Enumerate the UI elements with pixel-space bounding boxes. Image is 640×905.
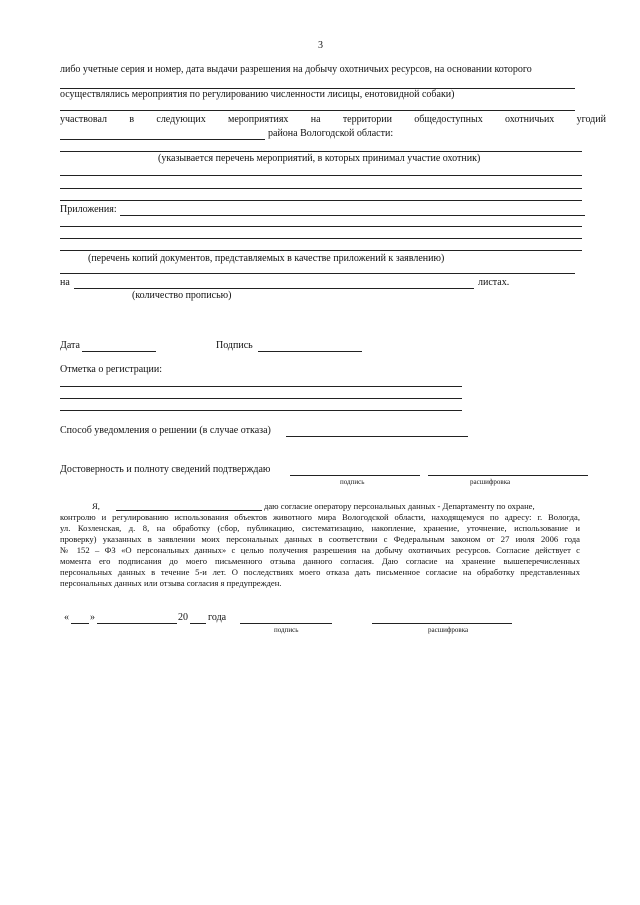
confirm-decode-field[interactable] — [428, 464, 588, 476]
consent-ya: Я, — [92, 501, 100, 511]
events-line-4 — [60, 200, 582, 201]
district-field[interactable] — [60, 128, 265, 140]
date-field[interactable] — [82, 340, 156, 352]
events-line-2 — [60, 175, 582, 176]
registration-line-2 — [60, 398, 462, 399]
hint-count: (количество прописью) — [132, 290, 232, 301]
word: на — [310, 114, 321, 125]
decode-caption: расшифровка — [470, 478, 511, 486]
attachments-field[interactable] — [120, 204, 585, 216]
line-activities-text: осуществлялись мероприятия по регулированию численности лисицы, енотовидной собаки) — [60, 89, 455, 100]
consent-last-line: персональных данных или отзыва согласия я предупрежден. — [60, 578, 282, 588]
sheets-count-field[interactable] — [74, 277, 474, 289]
word: общедоступных — [414, 114, 483, 125]
footer-decode-field[interactable] — [372, 612, 512, 624]
notify-field[interactable] — [286, 425, 468, 437]
events-line-3 — [60, 188, 582, 189]
consent-line: контролю и регулированию использования объектов животного мира Вологодской области, находящемуся по адресу: г. Вологда, — [60, 512, 580, 522]
hint-events: (указывается перечень мероприятий, в которых принимал участие охотник) — [158, 153, 481, 164]
word: в — [129, 114, 135, 125]
word: угодий — [576, 114, 606, 125]
word: участвовал — [60, 114, 108, 125]
footer-decode-caption: расшифровка — [428, 626, 469, 634]
attach-line-4 — [60, 250, 582, 251]
attach-line-5 — [60, 273, 575, 274]
footer-sign-caption: подпись — [274, 626, 299, 634]
confirm-label: Достоверность и полноту сведений подтверждаю — [60, 464, 271, 475]
day-field[interactable] — [71, 612, 89, 624]
quote-open: « — [64, 612, 69, 623]
signature-label: Подпись — [216, 340, 253, 351]
attachments-label: Приложения: — [60, 204, 117, 215]
signature-field[interactable] — [258, 340, 362, 352]
word: территории — [342, 114, 392, 125]
sheets-label: листах. — [478, 277, 510, 288]
notify-label: Способ уведомления о решении (в случае отказа) — [60, 425, 271, 436]
page-number: 3 — [318, 40, 323, 51]
registration-line-1 — [60, 386, 462, 387]
year-suffix: года — [208, 612, 227, 623]
consent-line: ул. Козленская, д. 8, на обработку (сбор, публикацию, систематизацию, накопление, хранение, уточнение, использование и — [60, 523, 580, 533]
word: следующих — [156, 114, 206, 125]
confirm-sign-field[interactable] — [290, 464, 420, 476]
hint-attachments: (перечень копий документов, представляемых в качестве приложений к заявлению) — [88, 253, 445, 264]
month-field[interactable] — [97, 612, 177, 624]
word: мероприятиях — [228, 114, 289, 125]
line-permit-text: либо учетные серия и номер, дата выдачи разрешения на добычу охотничьих ресурсов, на основании которого — [60, 64, 532, 75]
consent-line: проверку) указанных в заявлении моих персональных данных в соответствии с Федеральным законом от 27 июля 2006 года — [60, 534, 580, 544]
consent-line: момента его подписания до моего письменного отзыва данного согласия. Даю согласие на хранение вышеперечисленных — [60, 556, 580, 566]
year-field[interactable] — [190, 612, 206, 624]
blank-line-2 — [60, 110, 575, 111]
year-prefix: 20 — [178, 612, 188, 623]
footer-sign-field[interactable] — [240, 612, 332, 624]
sign-caption: подпись — [340, 478, 365, 486]
attach-line-3 — [60, 238, 582, 239]
attach-line-2 — [60, 226, 582, 227]
registration-label: Отметка о регистрации: — [60, 364, 162, 375]
on-label: на — [60, 277, 70, 288]
consent-line: персональных данных в течение 5-и лет. О последствиях моего отказа дать письменное согласие на обработку представленных — [60, 567, 580, 577]
date-label: Дата — [60, 340, 80, 351]
consent-first-line: даю согласие оператору персональных данных - Департаменту по охране, — [264, 501, 535, 511]
registration-line-3 — [60, 410, 462, 411]
quote-close: » — [90, 612, 95, 623]
word: охотничьих — [505, 114, 555, 125]
line-participated — [60, 114, 606, 126]
consent-name-field[interactable] — [116, 500, 262, 511]
consent-line: № 152 – ФЗ «О персональных данных» с целью получения разрешения на добычу охотничьих ресурсов. Согласие действует с — [60, 545, 580, 555]
events-line-1 — [60, 151, 582, 152]
district-suffix: района Вологодской области: — [268, 128, 394, 139]
